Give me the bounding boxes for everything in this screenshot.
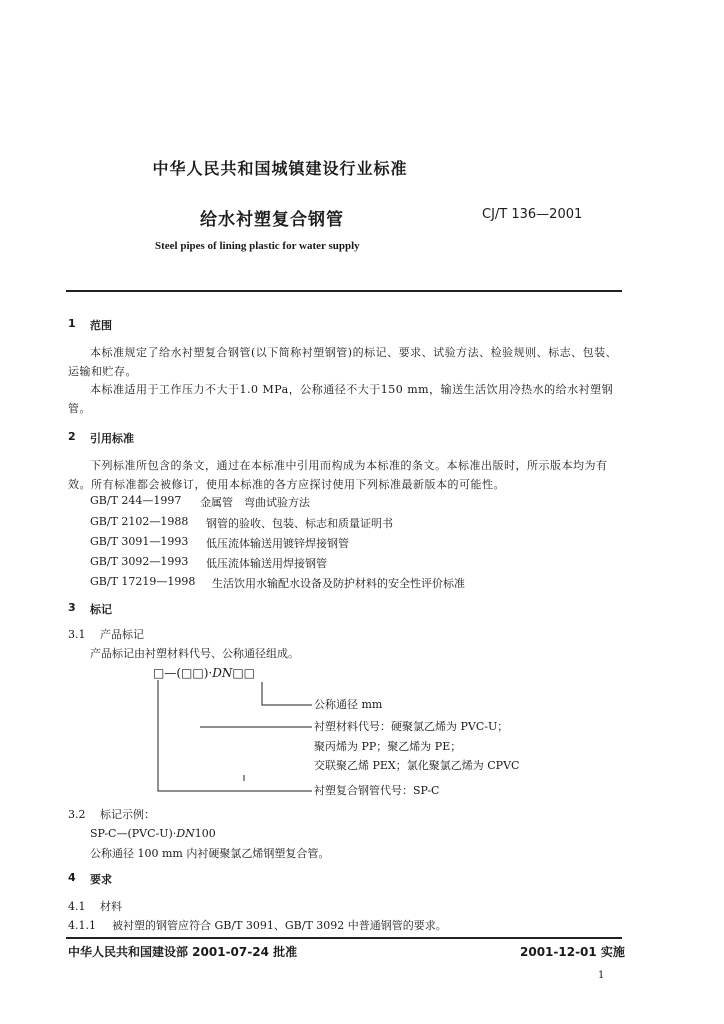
subsection-4-1-number: 4.1: [68, 900, 86, 913]
section-2-para: 下列标准所包含的条文，通过在本标准中引用而构成为本标准的条文。本标准出版时，所示版本均为有效。所有标准都会被修订，使用本标准的各方应探讨使用下列标准最新版本的可能性。: [68, 459, 608, 491]
diagram-label-dn: 公称通径 mm: [314, 698, 383, 711]
formula-suffix: □□: [232, 666, 256, 680]
ref-title: 金属管 弯曲试验方法: [200, 496, 310, 509]
subsection-4-1-title: 材料: [100, 900, 122, 913]
ref-code: GB/T 2102—1988: [90, 515, 189, 528]
diagram-label-product: 衬塑复合钢管代号：SP-C: [314, 784, 440, 797]
section-2-title: 引用标准: [90, 432, 134, 445]
section-3-title: 标记: [90, 603, 112, 616]
example-code-dn: DN: [176, 827, 195, 840]
subsection-3-2-number: 3.2: [68, 808, 86, 821]
formula-prefix: □—(□□)·: [153, 666, 213, 680]
ref-code: GB/T 17219—1998: [90, 575, 196, 588]
section-1-title: 范围: [90, 319, 112, 332]
subsection-4-1-1-text: 被衬塑的钢管应符合 GB/T 3091、GB/T 3092 中普通钢管的要求。: [112, 919, 447, 932]
subsection-3-1-number: 3.1: [68, 628, 86, 641]
section-4-title: 要求: [90, 873, 112, 886]
diagram-label-material-1: 衬塑材料代号：硬聚氯乙烯为 PVC-U；: [314, 720, 509, 733]
approval-line: 中华人民共和国建设部 2001-07-24 批准: [68, 945, 298, 959]
ref-title: 低压流体输送用焊接钢管: [206, 557, 327, 570]
diagram-label-material-2: 聚丙烯为 PP；聚乙烯为 PE；: [314, 740, 462, 753]
ref-code: GB/T 244—1997: [90, 494, 182, 507]
example-code: [90, 825, 216, 843]
example-code-prefix: SP-C—(PVC-U)·: [90, 827, 177, 840]
section-2-number: 2: [68, 430, 76, 443]
ref-title: 钢管的验收、包装、标志和质量证明书: [206, 517, 393, 530]
section-1-number: 1: [68, 317, 76, 330]
subsection-3-2-title: 标记示例：: [100, 808, 155, 821]
formula-dn: DN: [212, 666, 233, 680]
document-subtitle-en: Steel pipes of lining plastic for water supply: [155, 240, 360, 252]
ref-code: GB/T 3091—1993: [90, 535, 189, 548]
document-title: 给水衬塑复合钢管: [200, 210, 344, 230]
subsection-3-1-title: 产品标记: [100, 628, 144, 641]
subsection-4-1-1-number: 4.1.1: [68, 919, 96, 932]
example-code-num: 100: [194, 827, 216, 840]
ref-title: 生活饮用水输配水设备及防护材料的安全性评价标准: [212, 577, 465, 590]
section-1-para-2: 本标准适用于工作压力不大于1.0 MPa，公称通径不大于150 mm，输送生活饮用冷热水的给水衬塑钢管。: [68, 383, 614, 415]
section-1-para-1: 本标准规定了给水衬塑复合钢管(以下简称衬塑钢管)的标记、要求、试验方法、检验规则、标志、包装、运输和贮存。: [68, 346, 618, 378]
document-code: CJ/T 136—2001: [482, 207, 583, 222]
section-4-number: 4: [68, 871, 76, 884]
footer-rule: [66, 937, 622, 939]
subsection-3-1-intro: 产品标记由衬塑材料代号、公称通径组成。: [90, 647, 299, 660]
ref-code: GB/T 3092—1993: [90, 555, 189, 568]
section-3-number: 3: [68, 601, 76, 614]
page-number: 1: [598, 970, 605, 981]
diagram-label-material-3: 交联聚乙烯 PEX；氯化聚氯乙烯为 CPVC: [314, 759, 520, 772]
standard-category: 中华人民共和国城镇建设行业标准: [152, 159, 408, 178]
example-description: 公称通径 100 mm 内衬硬聚氯乙烯钢塑复合管。: [90, 847, 330, 860]
ref-title: 低压流体输送用镀锌焊接钢管: [206, 537, 349, 550]
implementation-date: 2001-12-01 实施: [520, 945, 625, 959]
